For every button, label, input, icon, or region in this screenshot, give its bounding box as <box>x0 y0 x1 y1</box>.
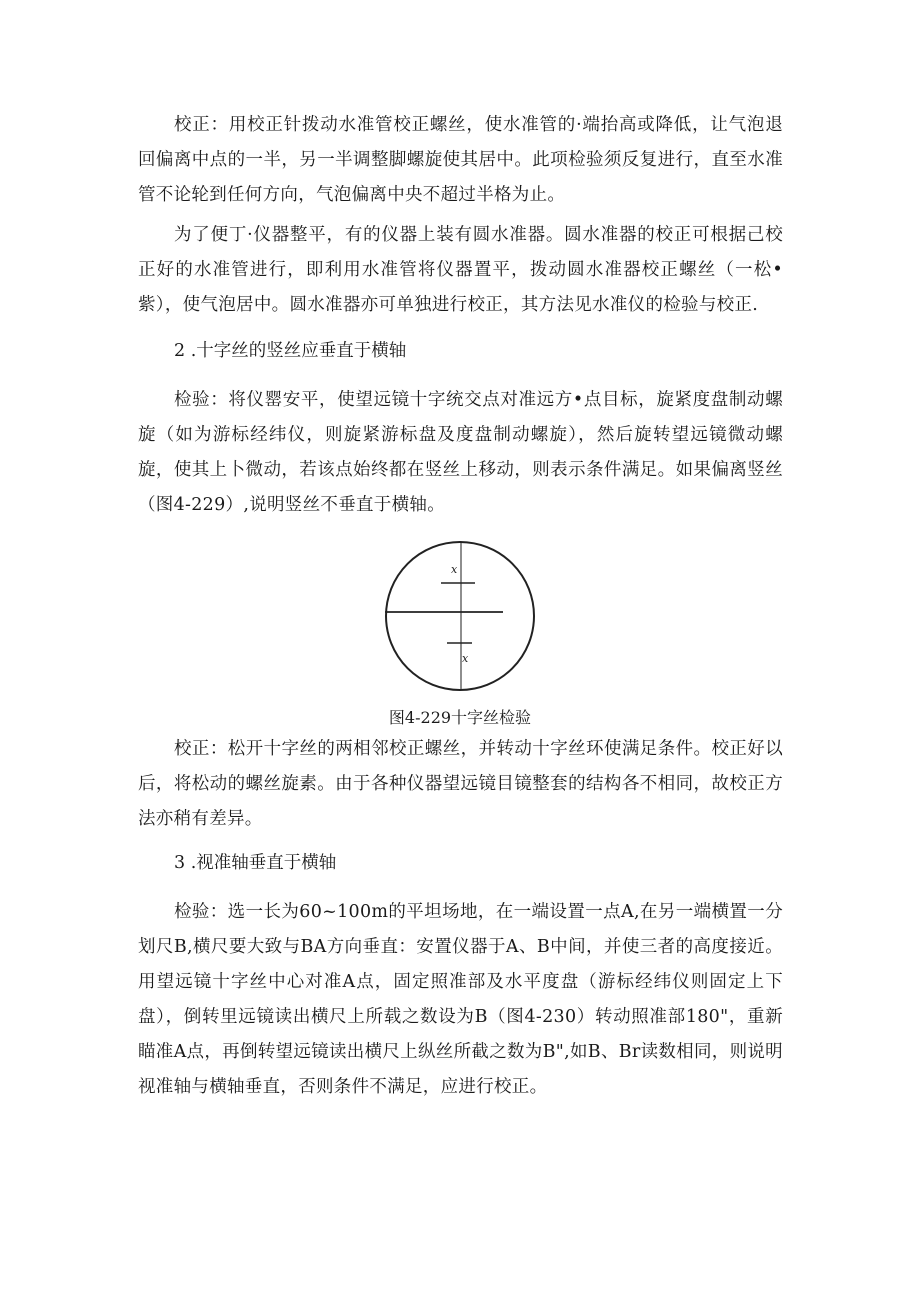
paragraph-correction-level-tube: 校正：用校正针拨动水准管校正螺丝，使水准管的·端抬高或降低，让气泡退回偏离中点的一半，另一半调整脚螺旋使其居中。此项检验须反复进行，直至水准管不论轮到任何方向，气泡偏离中央不超过半格为止。 <box>138 115 783 205</box>
heading-section-3: 3 .视准轴垂直于横轴 <box>174 853 337 873</box>
paragraph-circular-level: 为了便丁·仪器整平，有的仪器上装有圆水准器。圆水准器的校正可根据己校正好的水准管进行，即利用水准管将仪器置平，拨动圆水准器校正螺丝（一松•紫），使气泡居中。圆水准器亦可单独进行校正，其方法见水准仪的检验与校正. <box>138 225 783 315</box>
heading-section-2: 2 .十字丝的竖丝应垂直于横轴 <box>174 341 407 361</box>
paragraph-correction-crosshair: 校正：松开十字丝的两相邻校正螺丝，并转动十字丝环使满足条件。校正好以后，将松动的螺丝旋素。由于各种仪器望远镜目镜整套的结构各不相同，故校正方法亦稍有差异。 <box>138 739 783 829</box>
mark-bottom-label: x <box>462 652 469 665</box>
reticle-circle <box>386 542 534 690</box>
mark-top-label: x <box>451 563 458 576</box>
figure-caption: 图4-229十字丝检验 <box>388 708 532 727</box>
crosshair-figure <box>383 540 538 692</box>
paragraph-inspection-collimation-axis: 检验：选一长为60~100m的平坦场地，在一端设置一点A,在另一端横置一分划尺B,横尺要大致与BA方向垂直：安置仪器于A、B中间，并使三者的高度接近。用望远镜十字丝中心对准A点，固定照准部及水平度盘（游标经纬仪则固定上下盘），倒转里远镜读出横尺上所载之数设为B（图4-230）转动照准部180"，重新瞄准A点，再倒转望远镜读出横尺上纵丝所截之数为B",如B、Br读数相同，则说明视准轴与横轴垂直，否则条件不满足，应进行校正。 <box>138 902 783 1097</box>
paragraph-inspection-vertical-wire: 检验：将仪罂安平，使望远镜十字统交点对准远方•点目标，旋紧度盘制动螺旋（如为游标经纬仪，则旋紧游标盘及度盘制动螺旋），然后旋转望远镜微动螺旋，使其上卜微动，若该点始终都在竖丝上移动，则表示条件满足。如果偏离竖丝（图4-229）,说明竖丝不垂直于横轴。 <box>138 390 783 515</box>
